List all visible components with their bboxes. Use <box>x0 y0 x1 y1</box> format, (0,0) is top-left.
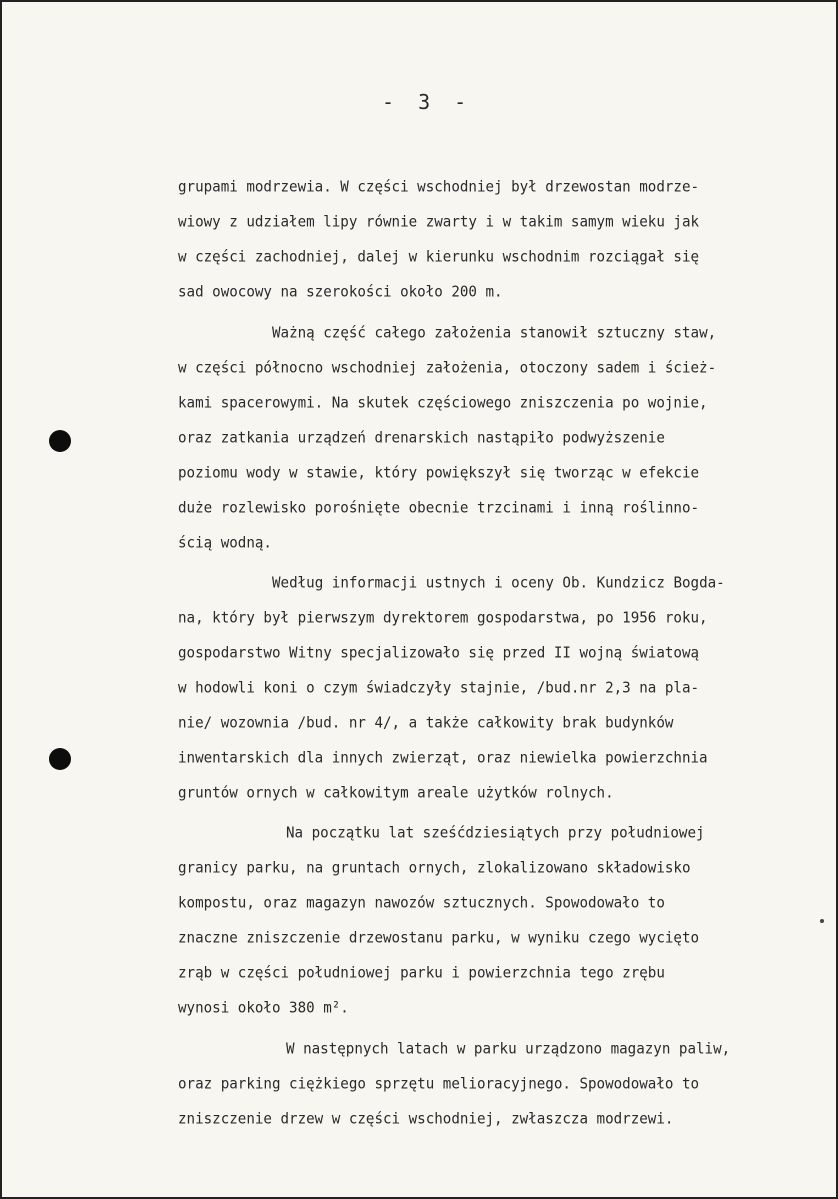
text-line: oraz parking ciężkiego sprzętu melioracyjnego. Spowodowało to <box>178 1075 700 1093</box>
text-line: grupami modrzewia. W części wschodniej był drzewostan modrze- <box>178 178 700 196</box>
text-line: Według informacji ustnych i oceny Ob. Kundzicz Bogda- <box>272 574 725 592</box>
punch-hole <box>49 430 71 452</box>
text-line: gruntów ornych w całkowitym areale użytków rolnych. <box>178 784 614 802</box>
page-number: - 3 - <box>382 90 473 114</box>
text-line: znaczne zniszczenie drzewostanu parku, w wyniku czego wycięto <box>178 929 700 947</box>
text-line: inwentarskich dla innych zwierząt, oraz niewielka powierzchnia <box>178 749 708 767</box>
text-line: duże rozlewisko porośnięte obecnie trzcinami i inną roślinno- <box>178 499 700 517</box>
text-line: w części zachodniej, dalej w kierunku wschodnim rozciągał się <box>178 248 700 266</box>
text-line: poziomu wody w stawie, który powiększył się tworząc w efekcie <box>178 464 700 482</box>
text-line: zrąb w części południowej parku i powierzchnia tego zrębu <box>178 964 665 982</box>
text-line: na, który był pierwszym dyrektorem gospodarstwa, po 1956 roku, <box>178 609 708 627</box>
text-line: wynosi około 380 m². <box>178 999 349 1017</box>
text-line: w części północno wschodniej założenia, otoczony sadem i ścież- <box>178 359 717 377</box>
ink-speck <box>820 919 824 923</box>
text-line: oraz zatkania urządzeń drenarskich nastąpiło podwyższenie <box>178 429 665 447</box>
text-line: sad owocowy na szerokości około 200 m. <box>178 283 503 301</box>
text-line: granicy parku, na gruntach ornych, zlokalizowano składowisko <box>178 859 691 877</box>
text-line: kami spacerowymi. Na skutek częściowego zniszczenia po wojnie, <box>178 394 708 412</box>
punch-hole <box>49 748 71 770</box>
text-line: zniszczenie drzew w części wschodniej, zwłaszcza modrzewi. <box>178 1110 674 1128</box>
text-line: kompostu, oraz magazyn nawozów sztucznych. Spowodowało to <box>178 894 665 912</box>
text-line: W następnych latach w parku urządzono magazyn paliw, <box>286 1040 731 1058</box>
text-line: Na początku lat sześćdziesiątych przy południowej <box>286 824 705 842</box>
text-line: ścią wodną. <box>178 534 272 552</box>
text-line: Ważną część całego założenia stanowił sztuczny staw, <box>272 324 717 342</box>
text-line: wiowy z udziałem lipy równie zwarty i w takim samym wieku jak <box>178 213 700 231</box>
text-line: gospodarstwo Witny specjalizowało się przed II wojną światową <box>178 644 700 662</box>
text-line: nie/ wozownia /bud. nr 4/, a także całkowity brak budynków <box>178 714 674 732</box>
text-line: w hodowli koni o czym świadczyły stajnie, /bud.nr 2,3 na pla- <box>178 679 700 697</box>
